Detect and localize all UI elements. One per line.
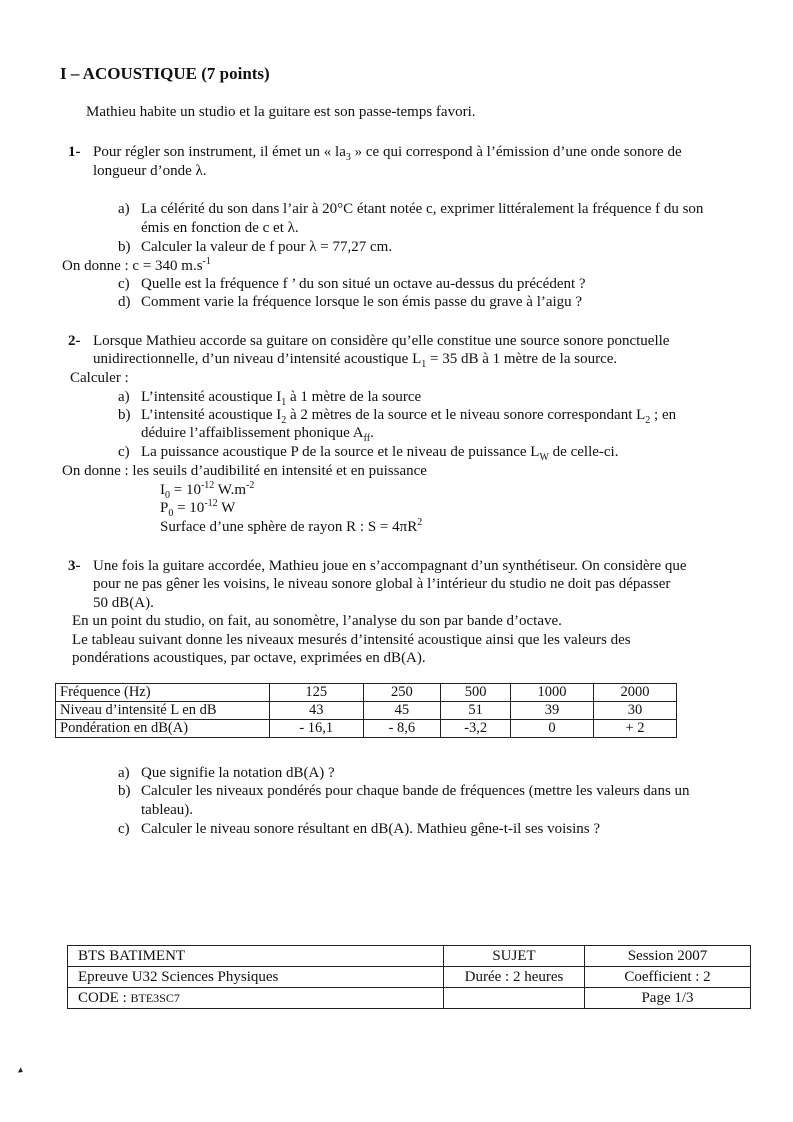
q1b-text: Calculer la valeur de f pour λ = 77,27 cm. xyxy=(141,239,393,255)
row-header: Pondération en dB(A) xyxy=(56,720,270,738)
q2-line2: unidirectionnelle, d’un niveau d’intensité acoustique $L_1 = 35$ dB à 1 mètre de la source. xyxy=(93,351,618,370)
intro-text: Mathieu habite un studio et la guitare est son passe-temps favori. xyxy=(86,104,476,120)
measurement-table xyxy=(55,683,677,738)
row-header: Niveau d’intensité L en dB xyxy=(56,702,270,720)
table-cell: 1000 xyxy=(511,684,594,702)
q1d-text: Comment varie la fréquence lorsque le son émis passe du grave à l’aigu ? xyxy=(141,294,583,310)
table-cell: 125 xyxy=(270,684,364,702)
table-cell: 51 xyxy=(441,702,511,720)
q3-number: 3- xyxy=(68,558,81,574)
q1a-line1: La célérité du son dans l’air à 20°C étant notée c, exprimer littéralement la fréquence f du son xyxy=(141,201,704,217)
footer-epreuve: Epreuve U32 Sciences Physiques xyxy=(68,967,444,988)
q1-line2: longueur d’onde λ. xyxy=(93,163,207,179)
row-header: Fréquence (Hz) xyxy=(56,684,270,702)
q2b-line1: L’intensité acoustique $I_2$ à 2 mètres de la source et le niveau sonore correspondant $L_2$ ; en xyxy=(141,407,677,426)
q1d-label: d) xyxy=(118,294,131,310)
q2-i0: $I_0 = 10^{-12}$ $W.m^{-2}$ xyxy=(160,480,255,501)
q3-line3: 50 dB(A). xyxy=(93,595,154,611)
q1-line1: Pour régler son instrument, il émet un « $la_3$ » ce qui correspond à l’émission d’une onde sonore de xyxy=(93,144,682,163)
q3b-label: b) xyxy=(118,783,131,799)
q1-given: On donne : c = 340 $m.s^{-1}$ xyxy=(62,256,211,274)
footer-course: BTS BATIMENT xyxy=(68,946,444,967)
q1b-label: b) xyxy=(118,239,131,255)
q3c-text: Calculer le niveau sonore résultant en dB(A). Mathieu gêne-t-il ses voisins ? xyxy=(141,821,601,837)
table-cell: + 2 xyxy=(594,720,677,738)
footer-page: Page 1/3 xyxy=(585,988,751,1009)
table-cell: - 8,6 xyxy=(363,720,441,738)
q2-p0: $P_0 = 10^{-12}$ W xyxy=(160,498,236,519)
q1a-line2: émis en fonction de c et λ. xyxy=(141,220,299,236)
q2-number: 2- xyxy=(68,333,81,349)
q2c-label: c) xyxy=(118,444,130,460)
table-cell: 30 xyxy=(594,702,677,720)
q1a-label: a) xyxy=(118,201,130,217)
table-cell: 500 xyxy=(441,684,511,702)
table-cell: 2000 xyxy=(594,684,677,702)
corner-mark xyxy=(18,1067,24,1074)
q3b-line2: tableau). xyxy=(141,802,194,818)
q3b-line1: Calculer les niveaux pondérés pour chaque bande de fréquences (mettre les valeurs dans un xyxy=(141,783,690,799)
q3-line4: En un point du studio, on fait, au sonomètre, l’analyse du son par bande d’octave. xyxy=(72,613,562,629)
table-cell: 45 xyxy=(363,702,441,720)
table-row xyxy=(56,684,677,702)
table-cell: 250 xyxy=(363,684,441,702)
q1-number: 1- xyxy=(68,144,81,160)
q2b-label: b) xyxy=(118,407,131,423)
q2b-line2: déduire l’affaiblissement phonique $A_{ff}$. xyxy=(141,425,374,444)
footer-duree: Durée : 2 heures xyxy=(444,967,585,988)
q2c-text: La puissance acoustique P de la source et le niveau de puissance $L_W$ de celle-ci. xyxy=(141,444,619,463)
q2a-text: L’intensité acoustique $I_1$ à 1 mètre de la source xyxy=(141,389,422,408)
footer-empty-cell xyxy=(444,988,585,1009)
footer-session: Session 2007 xyxy=(585,946,751,967)
table-row xyxy=(56,702,677,720)
footer-sujet: SUJET xyxy=(444,946,585,967)
q3-line2: pour ne pas gêner les voisins, le niveau sonore global à l’intérieur du studio ne doit pas dépasser xyxy=(93,576,671,592)
q2-given: On donne : les seuils d’audibilité en intensité et en puissance xyxy=(62,463,427,479)
table-cell: 0 xyxy=(511,720,594,738)
q3-line5: Le tableau suivant donne les niveaux mesurés d’intensité acoustique ainsi que les valeurs des xyxy=(72,632,631,648)
section-title: I – ACOUSTIQUE (7 points) xyxy=(60,64,270,83)
footer-coefficient: Coefficient : 2 xyxy=(585,967,751,988)
q2-line1: Lorsque Mathieu accorde sa guitare on considère qu’elle constitue une source sonore ponctuelle xyxy=(93,333,670,349)
q3-line1: Une fois la guitare accordée, Mathieu joue en s’accompagnant d’un synthétiseur. On considère que xyxy=(93,558,687,574)
q2-surface: Surface d’une sphère de rayon R : $S = 4\pi R^2$ xyxy=(160,517,423,535)
table-cell: 39 xyxy=(511,702,594,720)
footer-code: CODE : BTE3SC7 xyxy=(68,988,444,1009)
table-cell: - 16,1 xyxy=(270,720,364,738)
footer-info-table xyxy=(67,945,751,1009)
q3c-label: c) xyxy=(118,821,130,837)
table-row xyxy=(56,720,677,738)
q3a-label: a) xyxy=(118,765,130,781)
q3-line6: pondérations acoustiques, par octave, exprimées en dB(A). xyxy=(72,650,426,666)
q2a-label: a) xyxy=(118,389,130,405)
table-cell: 43 xyxy=(270,702,364,720)
q3a-text: Que signifie la notation dB(A) ? xyxy=(141,765,335,781)
table-cell: -3,2 xyxy=(441,720,511,738)
q1c-text: Quelle est la fréquence f ’ du son situé un octave au-dessus du précédent ? xyxy=(141,276,586,292)
q2-calculer: Calculer : xyxy=(70,370,129,386)
q1c-label: c) xyxy=(118,276,130,292)
